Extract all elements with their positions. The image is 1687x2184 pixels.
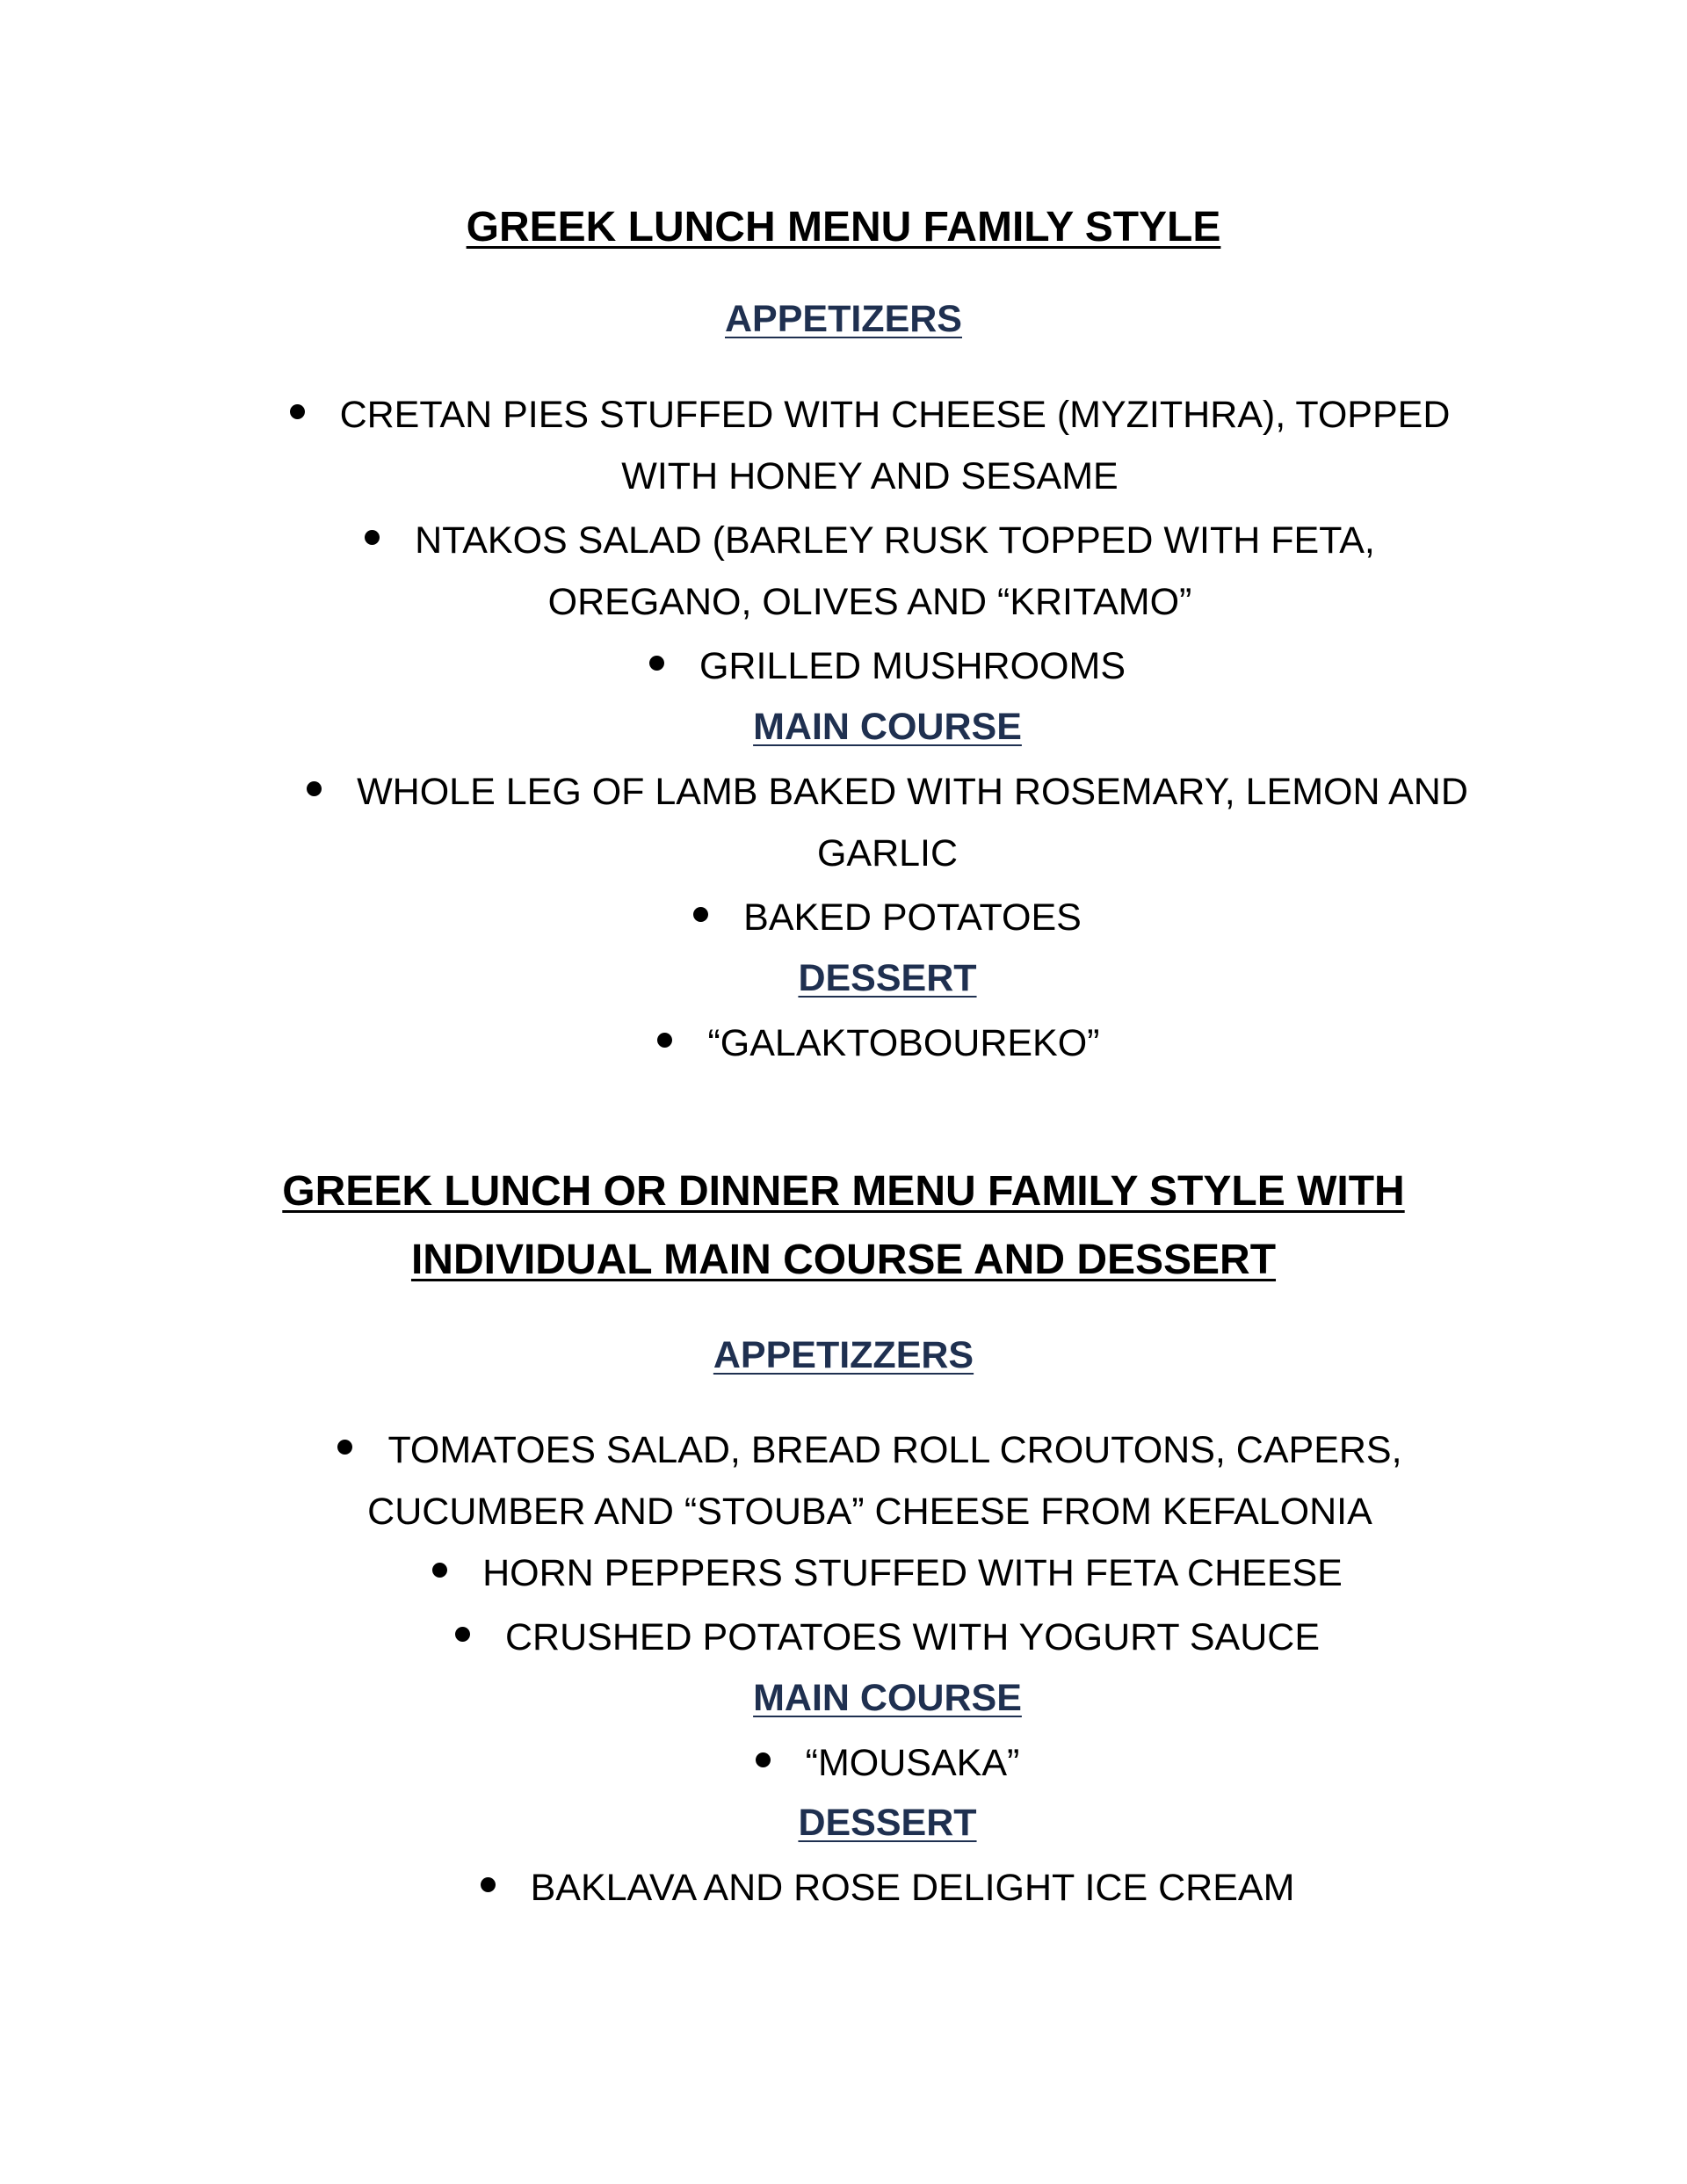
menu2-appetizer-item-label: TOMATOES SALAD, BREAD ROLL CROUTONS, CAPERS, CUCUMBER AND “STOUBA” CHEESE FROM KEFALONIA bbox=[367, 1429, 1402, 1533]
menu1-dessert-item bbox=[0, 1012, 1687, 1074]
bullet-icon bbox=[365, 530, 380, 545]
menu2-main-item-label: “MOUSAKA” bbox=[805, 1742, 1020, 1784]
bullet-icon bbox=[657, 1033, 672, 1048]
menu2-main-item bbox=[0, 1732, 1687, 1794]
menu1-appetizer-item-label: CRETAN PIES STUFFED WITH CHEESE (MYZITHRA), TOPPED WITH HONEY AND SESAME bbox=[339, 394, 1451, 497]
bullet-icon bbox=[756, 1752, 771, 1767]
menu1-dessert-heading: DESSERT bbox=[798, 957, 977, 999]
menu1-dessert-item-label: “GALAKTOBOUREKO” bbox=[707, 1022, 1100, 1064]
menu1-appetizer-item bbox=[0, 635, 1687, 697]
menu2-appetizer-item bbox=[0, 1607, 1687, 1668]
menu2-dessert-item bbox=[0, 1857, 1687, 1919]
bullet-icon bbox=[481, 1877, 496, 1892]
menu1-main-item bbox=[0, 887, 1687, 948]
menu2-appetizer-item bbox=[237, 1419, 1502, 1542]
menu2-appetizer-item bbox=[0, 1542, 1687, 1604]
menu2-dessert-heading: DESSERT bbox=[798, 1802, 977, 1844]
menu1-main-item-label: WHOLE LEG OF LAMB BAKED WITH ROSEMARY, LEMON AND GARLIC bbox=[357, 771, 1468, 874]
menu1-appetizers-heading: APPETIZERS bbox=[725, 298, 962, 340]
menu2-title: GREEK LUNCH OR DINNER MENU FAMILY STYLE WITH INDIVIDUAL MAIN COURSE AND DESSERT bbox=[282, 1168, 1405, 1283]
menu1-title: GREEK LUNCH MENU FAMILY STYLE bbox=[466, 204, 1221, 250]
menu1-main-heading: MAIN COURSE bbox=[753, 706, 1022, 748]
menu1-main-item-label: BAKED POTATOES bbox=[743, 896, 1082, 939]
menu1-appetizer-item bbox=[272, 510, 1467, 633]
menu1-appetizer-item bbox=[255, 384, 1485, 507]
bullet-icon bbox=[290, 404, 305, 419]
menu2-appetizers-heading: APPETIZZERS bbox=[713, 1334, 974, 1376]
bullet-icon bbox=[432, 1563, 447, 1578]
bullet-icon bbox=[649, 656, 664, 671]
menu2-main-heading: MAIN COURSE bbox=[753, 1677, 1022, 1719]
menu1-appetizer-item-label: NTAKOS SALAD (BARLEY RUSK TOPPED WITH FETA, OREGANO, OLIVES AND “KRITAMO” bbox=[415, 519, 1375, 623]
menu2-appetizer-item-label: CRUSHED POTATOES WITH YOGURT SAUCE bbox=[504, 1616, 1321, 1658]
menu1-main-item bbox=[290, 761, 1485, 884]
bullet-icon bbox=[455, 1627, 470, 1642]
menu2-appetizer-item-label: HORN PEPPERS STUFFED WITH FETA CHEESE bbox=[482, 1552, 1343, 1594]
bullet-icon bbox=[337, 1440, 352, 1455]
bullet-icon bbox=[693, 907, 708, 922]
menu1-appetizer-item-label: GRILLED MUSHROOMS bbox=[699, 645, 1126, 687]
bullet-icon bbox=[307, 781, 322, 796]
menu2-dessert-item-label: BAKLAVA AND ROSE DELIGHT ICE CREAM bbox=[530, 1867, 1295, 1909]
